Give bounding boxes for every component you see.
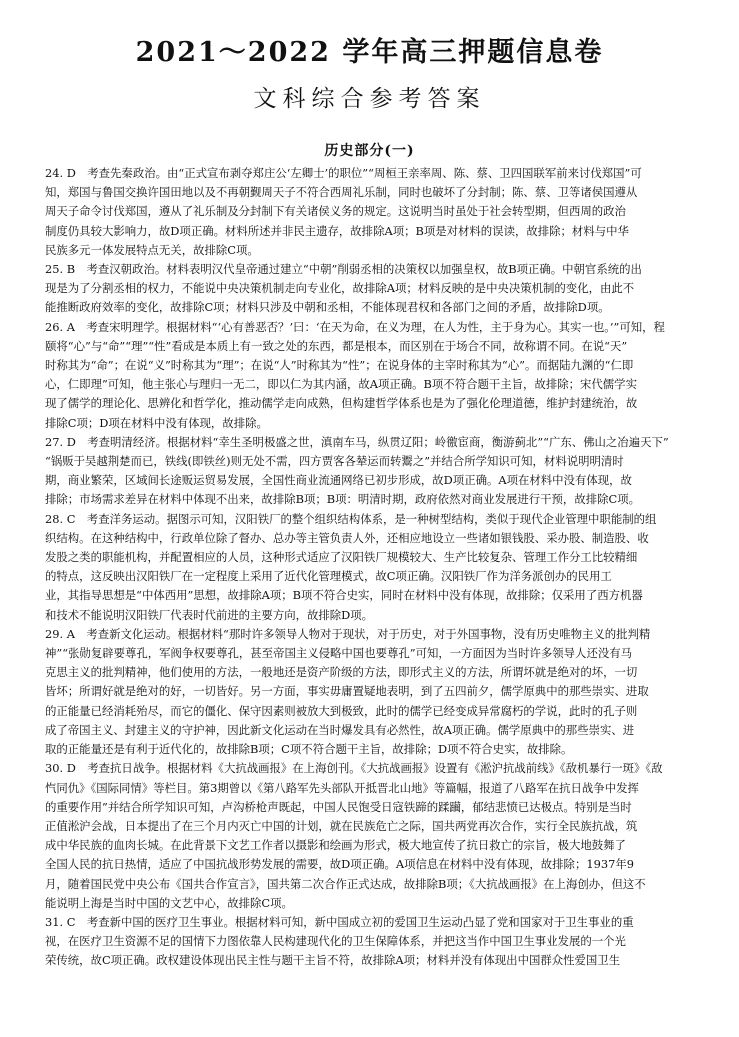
- answer-line: 制度仍具较大影响力，故D项正确。材料所述并非民主遗存，故排除A项；B项是对材料的误读，故排除；材料与中华: [45, 223, 629, 238]
- answer-item-24: [45, 164, 717, 260]
- document-subtitle: 文科综合参考答案: [253, 86, 486, 112]
- answer-line: 全国人民的抗日热情，适应了中国抗战形势发展的需要，故D项正确。A项信息在材料中没有体现，故排除；1937年9: [45, 857, 634, 872]
- answer-line: 27. D 考查明清经济。根据材料“幸生圣明极盛之世，滇南车马，纵贯辽阳；岭徼宦商，衡游蓟北”“广东、佛山之冶遍天下”: [45, 434, 669, 449]
- answer-line: 颐将“心”与“命”“理”“性”看成是本质上有一致之处的东西，都是根本，而区别在于场合不同，故称谓不同。在说“天”: [45, 338, 628, 353]
- answer-line: 皆坏；所谓好就是绝对的好，一切皆好。另一方面，事实毋庸置疑地表明，到了五四前夕，儒学原典中的那些崇实、进取: [45, 684, 649, 699]
- answer-line: 现了儒学的理论化、思辨化和哲学化，推动儒学走向成熟，但构建哲学体系也是为了强化伦理道德，维护封建统治，故: [45, 396, 638, 411]
- answer-line: 能说明上海是当时中国的文艺中心，故排除C项。: [45, 895, 293, 910]
- answer-line: 29. A 考查新文化运动。根据材料“那时许多领导人物对于现状，对于历史，对于外国事物，没有历史唯物主义的批判精: [45, 626, 651, 641]
- answer-item-30: [45, 759, 717, 913]
- answer-line: 发股之类的职能机构，并配置相应的人员，这种形式适应了汉阳铁厂规模较大、生产比较复杂、管理工作分工比较精细: [45, 550, 638, 565]
- answer-line: 业，其指导思想是“中体西用”思想，故排除A项；B项不符合史实，同时在材料中没有体现，故排除；仅采用了西方机器: [45, 588, 643, 603]
- answer-line: 取的正能量还是有利于近代化的，故排除B项；C项不符合题干主旨，故排除；D项不符合史实，故排除。: [45, 742, 573, 757]
- answer-line: 周天子命令讨伐郑国，遵从了礼乐制及分封制下有关诸侯义务的规定。这说明当时虽处于社会转型期，但西周的政治: [45, 204, 626, 219]
- answer-line: 心，仁即理”可知，他主张心与理归一无二，即以仁为其内涵，故A项正确。B项不符合题干主旨，故排除；宋代儒学实: [45, 377, 637, 392]
- answer-line: 25. B 考查汉朝政治。材料表明汉代皇帝通过建立“中朝”削弱丞相的决策权以加强皇权，故B项正确。中朝官系统的出: [45, 262, 642, 277]
- answer-line: 视，在医疗卫生资源不足的国情下力图依靠人民构建现代化的卫生保障体系，并把这当作中国卫生事业发展的一个光: [45, 934, 626, 949]
- answer-line: 成中华民族的血肉长城。在此背景下文艺工作者以摄影和绘画为形式，极大地宣传了抗日救亡的宗旨，极大地鼓舞了: [45, 838, 626, 853]
- answer-item-25: [45, 260, 717, 318]
- answer-line: 期，商业繁荣，区域间长途贩运贸易发展，全国性商业流通网络已初步形成，故D项正确。A项在材料中没有体现，故: [45, 473, 632, 488]
- answer-line: 民族多元一体发展特点无关，故排除C项。: [45, 242, 259, 257]
- answer-line: 排除C项；D项在材料中没有体现，故排除。: [45, 415, 268, 430]
- answer-line: 的特点，这反映出汉阳铁厂在一定程度上采用了近代化管理模式，故C项正确。汉阳铁厂作为洋务派创办的民用工: [45, 569, 612, 584]
- answer-item-28: [45, 510, 717, 625]
- answer-line: 30. D 考查抗日战争。根据材料《大抗战画报》在上海创刊。《大抗战画报》设置有《淞沪抗战前线》《敌机暴行一斑》《敌: [45, 761, 663, 776]
- answer-line: “锅贩于吴越荆楚而已，铁线(即铁丝)则无处不需，四方贾客各辇运而转鬻之”并结合所学知识可知，材料说明明清时: [45, 454, 624, 469]
- answer-item-31: [45, 913, 717, 971]
- answer-item-26: [45, 318, 717, 433]
- answer-item-27: [45, 433, 717, 510]
- answer-line: 忾同仇》《国际同情》等栏目。第3期曾以《第八路军先头部队开抵晋北山地》等篇幅，报道了八路军在抗日战争中发挥: [45, 780, 639, 795]
- answer-line: 月，随着国民党中央公布《国共合作宣言》，国共第二次合作正式达成，故排除B项；《大抗战画报》在上海创办，但这不: [45, 876, 646, 891]
- answer-line: 织结构。在这种结构中，行政单位除了督办、总办等主管负责人外，还相应地设立一些诸如银钱股、采办股、制造股、收: [45, 530, 649, 545]
- answer-body: [45, 164, 717, 971]
- answer-line: 和技术不能说明汉阳铁厂代表时代前进的主要方向，故排除D项。: [45, 607, 374, 622]
- answer-line: 克思主义的批判精神，他们使用的方法，一般地还是资产阶级的方法，即形式主义的方法，所谓坏就是绝对的坏，一切: [45, 665, 638, 680]
- answer-line: 的正能量已经消耗殆尽，而它的僵化、保守因素则被放大到极致，此时的儒学已经变成异常腐朽的学说，此时的孔子则: [45, 703, 638, 718]
- answer-line: 排除；市场需求差异在材料中体现不出来，故排除B项；B项：明清时期，政府依然对商业发展进行干预，故排除C项。: [45, 492, 640, 507]
- answer-item-29: [45, 625, 717, 759]
- answer-line: 的重要作用”并结合所学知识可知，卢沟桥枪声既起，中国人民饱受日寇铁蹄的蹂躏，郁结悲愤已达极点。特别是当时: [45, 799, 632, 814]
- answer-line: 现是为了分割丞相的权力，不能说中央决策机制走向专业化，故排除A项；材料反映的是中央决策机制的变化，由此不: [45, 281, 635, 296]
- answer-line: 时称其为“命”；在说“义”时称其为“理”；在说“人”时称其为“性”；在说身体的主宰时称其为“心”。而据陆九渊的“仁即: [45, 358, 634, 373]
- answer-line: 26. A 考查宋明理学。根据材料“‘心有善恶否？’曰：‘在天为命，在义为理，在人为性，主于身为心。其实一也。’”可知，程: [45, 319, 665, 334]
- answer-line: 成了帝国主义、封建主义的守护神，因此新文化运动在当时爆发具有必然性，故A项正确。儒学原典中的那些崇实、进: [45, 722, 635, 737]
- answer-line: 荣传统，故C项正确。政权建设体现出民主性与题干主旨不符，故排除A项；材料并没有体现出中国群众性爱国卫生: [45, 953, 621, 968]
- answer-line: 28. C 考查洋务运动。据图示可知，汉阳铁厂的整个组织结构体系，是一种树型结构，类似于现代企业管理中职能制的组: [45, 511, 657, 526]
- answer-line: 能推断政府效率的变化，故排除C项；材料只涉及中朝和丞相，不能体现君权和各部门之间的矛盾，故排除D项。: [45, 300, 610, 315]
- answer-line: 神”“张勋复辟要尊孔，军阀争权要尊孔，甚至帝国主义侵略中国也要尊孔”可知，一方面因为当时许多领导人还没有马: [45, 646, 633, 661]
- answer-line: 31. C 考查新中国的医疗卫生事业。根据材料可知，新中国成立初的爱国卫生运动凸显了党和国家对于卫生事业的重: [45, 914, 634, 929]
- section-title: 历史部分(一): [324, 143, 415, 159]
- answer-line: 知，郑国与鲁国交换许国田地以及不再朝觐周天子不符合西周礼乐制，同时也破坏了分封制；陈、蔡、卫等诸侯国遵从: [45, 185, 638, 200]
- answer-line: 24. D 考查先秦政治。由“正式宣布剥夺郑庄公‘左卿士’的职位”“周桓王亲率周、陈、蔡、卫四国联军前来讨伐郑国”可: [45, 166, 642, 180]
- document-title: 2021～2022 学年高三押题信息卷: [135, 37, 604, 68]
- answer-line: 正值淞沪会战，日本提出了在三个月内灭亡中国的计划，就在民族危亡之际，国共两党再次合作，实行全民族抗战，筑: [45, 818, 638, 833]
